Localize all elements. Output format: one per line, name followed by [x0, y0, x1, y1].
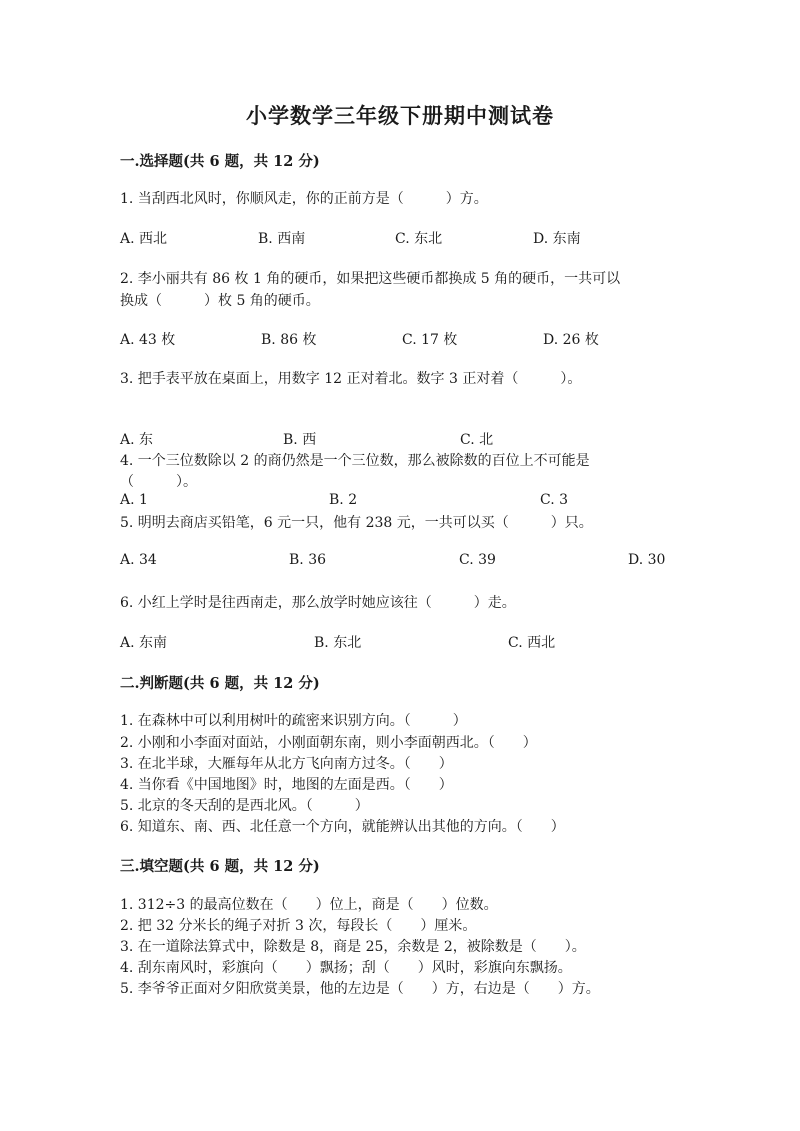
- option-b: B. 2: [329, 492, 358, 508]
- option-d: D. 东南: [533, 231, 581, 247]
- option-c: C. 东北: [395, 231, 443, 247]
- option-a: A. 43 枚: [120, 332, 176, 348]
- option-b: B. 西南: [258, 231, 306, 247]
- fill-item: 2. 把 32 分米长的绳子对折 3 次，每段长（ ）厘米。: [120, 918, 477, 934]
- judge-item: 4. 当你看《中国地图》时，地图的左面是西。（ ）: [120, 777, 453, 793]
- question-text: 3. 把手表平放在桌面上，用数字 12 正对着北。数字 3 正对着（ ）。: [120, 371, 582, 387]
- question-text: 2. 李小丽共有 86 枚 1 角的硬币，如果把这些硬币都换成 5 角的硬币，一共可以: [120, 271, 621, 287]
- option-c: C. 3: [540, 492, 569, 508]
- option-a: A. 34: [120, 552, 157, 568]
- judge-item: 6. 知道东、南、西、北任意一个方向，就能辨认出其他的方向。（ ）: [120, 819, 565, 835]
- option-b: B. 西: [283, 432, 317, 448]
- option-c: C. 西北: [508, 635, 556, 651]
- question-text: （ ）。: [120, 474, 197, 490]
- section-heading-judge: 二.判断题(共 6 题，共 12 分): [120, 675, 320, 692]
- section-heading-fill: 三.填空题(共 6 题，共 12 分): [120, 858, 320, 875]
- judge-item: 3. 在北半球，大雁每年从北方飞向南方过冬。（ ）: [120, 756, 453, 772]
- option-a: A. 东: [120, 432, 154, 448]
- judge-item: 2. 小刚和小李面对面站，小刚面朝东南，则小李面朝西北。（ ）: [120, 735, 537, 751]
- fill-item: 4. 刮东南风时，彩旗向（ ）飘扬；刮（ ）风时，彩旗向东飘扬。: [120, 960, 572, 976]
- judge-item: 5. 北京的冬天刮的是西北风。（ ）: [120, 798, 369, 814]
- question-text: 4. 一个三位数除以 2 的商仍然是一个三位数，那么被除数的百位上不可能是: [120, 453, 590, 469]
- option-c: C. 39: [459, 552, 496, 568]
- option-c: C. 北: [460, 432, 494, 448]
- question-text: 换成（ ）枚 5 角的硬币。: [120, 293, 320, 309]
- question-text: 1. 当刮西北风时，你顺风走，你的正前方是（ ）方。: [120, 191, 488, 207]
- page-title: 小学数学三年级下册期中测试卷: [246, 103, 554, 128]
- option-b: B. 东北: [314, 635, 362, 651]
- question-text: 5. 明明去商店买铅笔，6 元一只，他有 238 元，一共可以买（ ）只。: [120, 515, 593, 531]
- option-b: B. 86 枚: [261, 332, 317, 348]
- fill-item: 3. 在一道除法算式中，除数是 8，商是 25，余数是 2，被除数是（ ）。: [120, 939, 586, 955]
- question-text: 6. 小红上学时是往西南走，那么放学时她应该往（ ）走。: [120, 595, 516, 611]
- option-a: A. 西北: [120, 231, 168, 247]
- option-b: B. 36: [289, 552, 327, 568]
- judge-item: 1. 在森林中可以利用树叶的疏密来识别方向。（ ）: [120, 713, 467, 729]
- fill-item: 1. 312÷3 的最高位数在（ ）位上，商是（ ）位数。: [120, 897, 498, 913]
- option-a: A. 1: [120, 492, 148, 508]
- option-a: A. 东南: [120, 635, 168, 651]
- option-c: C. 17 枚: [402, 332, 458, 348]
- fill-item: 5. 李爷爷正面对夕阳欣赏美景，他的左边是（ ）方，右边是（ ）方。: [120, 981, 600, 997]
- option-d: D. 30: [628, 552, 666, 568]
- section-heading-choice: 一.选择题(共 6 题，共 12 分): [120, 153, 320, 170]
- option-d: D. 26 枚: [543, 332, 599, 348]
